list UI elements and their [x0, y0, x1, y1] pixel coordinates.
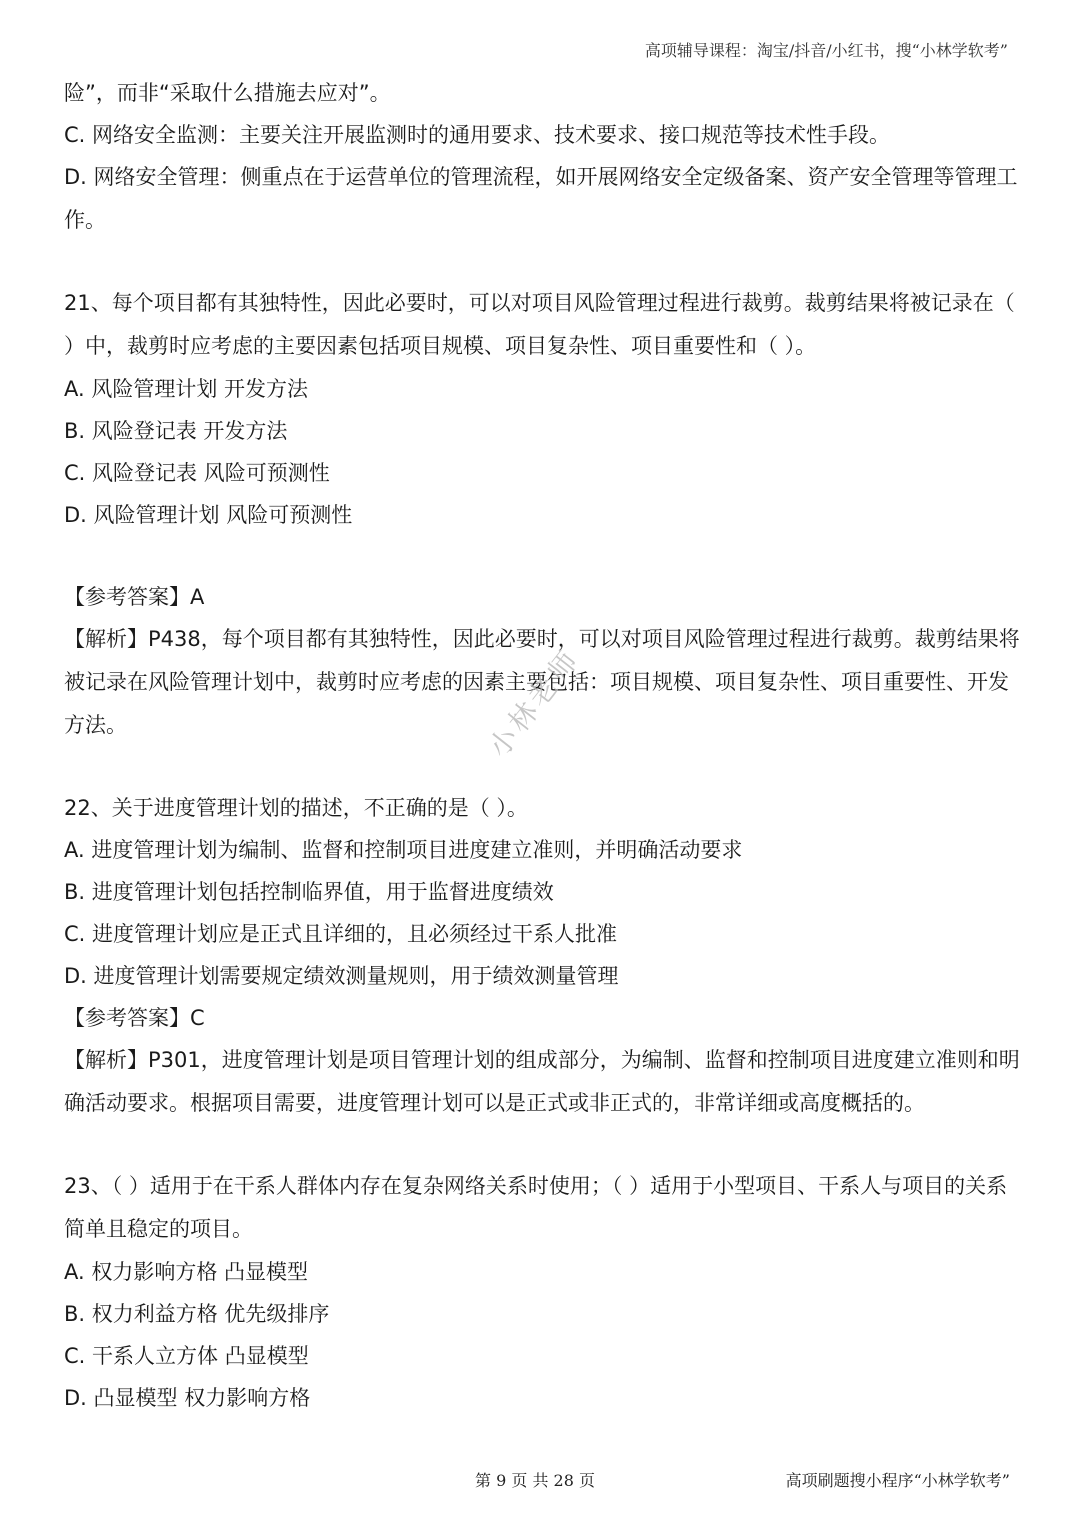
q22-stem: 22、关于进度管理计划的描述，不正确的是（ ）。: [64, 796, 528, 820]
q21-stem: 21、每个项目都有其独特性，因此必要时，可以对项目风险管理过程进行裁剪。裁剪结果将被记录在（ ）中，裁剪时应考虑的主要因素包括项目规模、项目复杂性、项目重要性和（ ）。: [64, 291, 1015, 358]
q21-option-d: D. 风险管理计划 风险可预测性: [64, 503, 353, 527]
q21-option-a: A. 风险管理计划 开发方法: [64, 377, 309, 401]
prev-option-c: C. 网络安全监测：主要关注开展监测时的通用要求、技术要求、接口规范等技术性手段。: [64, 123, 891, 147]
q22-option-d: D. 进度管理计划需要规定绩效测量规则，用于绩效测量管理: [64, 964, 619, 988]
q23-option-a: A. 权力影响方格 凸显模型: [64, 1260, 309, 1284]
prev-option-d: D. 网络安全管理：侧重点在于运营单位的管理流程，如开展网络安全定级备案、资产安全管理等管理工作。: [64, 165, 1018, 232]
q22-option-c: C. 进度管理计划应是正式且详细的，且必须经过干系人批准: [64, 922, 618, 946]
q21-option-b: B. 风险登记表 开发方法: [64, 419, 288, 443]
q23-option-d: D. 凸显模型 权力影响方格: [64, 1386, 311, 1410]
q22-option-a: A. 进度管理计划为编制、监督和控制项目进度建立准则，并明确活动要求: [64, 838, 743, 862]
q22-analysis: 【解析】P301，进度管理计划是项目管理计划的组成部分，为编制、监督和控制项目进度建立准则和明确活动要求。根据项目需要，进度管理计划可以是正式或非正式的，非常详细或高度概括的。: [64, 1048, 1020, 1115]
header-note: 高项辅导课程：淘宝/抖音/小红书，搜“小林学软考”: [644, 41, 1008, 60]
footer-note: 高项刷题搜小程序“小林学软考”: [785, 1471, 1010, 1490]
q21-analysis: 【解析】P438，每个项目都有其独特性，因此必要时，可以对项目风险管理过程进行裁剪。裁剪结果将被记录在风险管理计划中，裁剪时应考虑的因素主要包括：项目规模、项目复杂性、项目重要性、开发方法。: [64, 627, 1020, 737]
watermark: 小林老师: [481, 642, 587, 764]
q23-stem: 23、（ ）适用于在干系人群体内存在复杂网络关系时使用；（ ）适用于小型项目、干系人与项目的关系简单且稳定的项目。: [64, 1174, 1008, 1241]
page-number: 第 9 页 共 28 页: [475, 1471, 595, 1490]
q23-option-c: C. 干系人立方体 凸显模型: [64, 1344, 309, 1368]
q21-answer: 【参考答案】A: [64, 585, 205, 609]
q23-option-b: B. 权力利益方格 优先级排序: [64, 1302, 330, 1326]
page-body: [64, 72, 1024, 1419]
q21-option-c: C. 风险登记表 风险可预测性: [64, 461, 330, 485]
q22-option-b: B. 进度管理计划包括控制临界值，用于监督进度绩效: [64, 880, 554, 904]
q22-answer: 【参考答案】C: [64, 1006, 205, 1030]
prev-question-tail: 险”，而非“采取什么措施去应对”。: [64, 81, 391, 105]
